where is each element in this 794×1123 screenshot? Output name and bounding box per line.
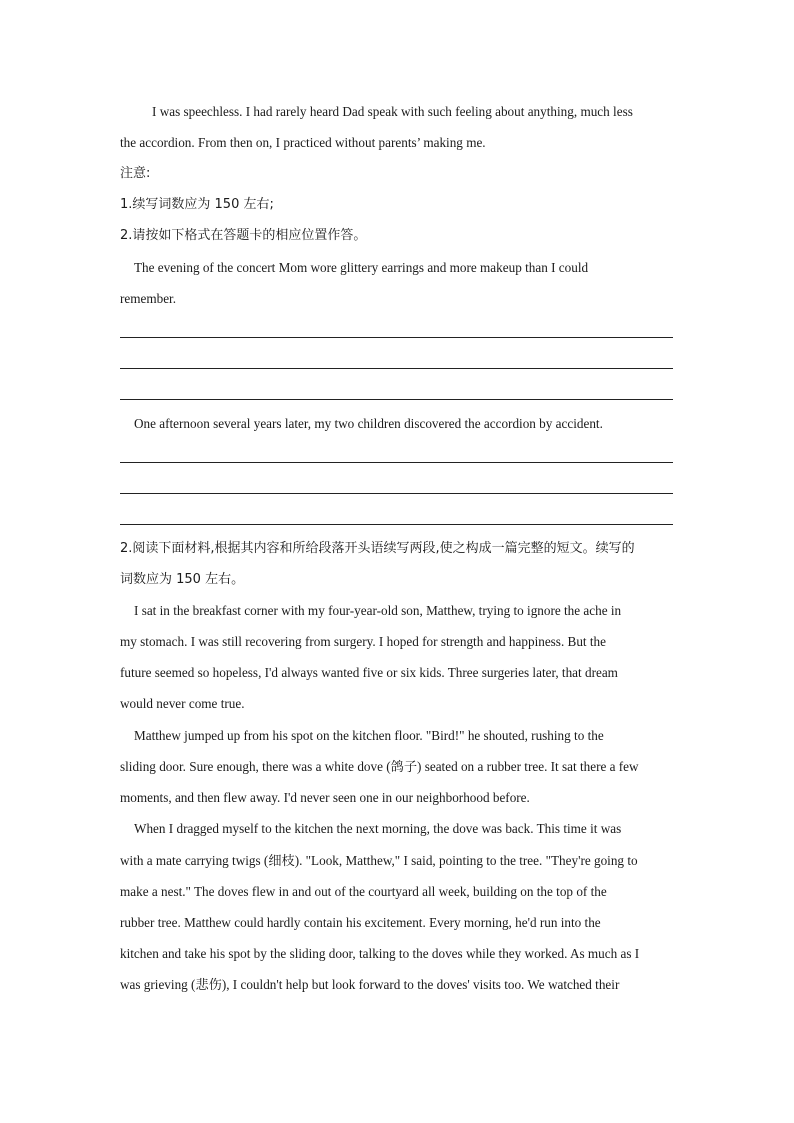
answer-line-6: [120, 524, 673, 525]
answer-line-2: [120, 368, 673, 369]
notes-heading: 注意:: [120, 166, 151, 181]
prompt1-line-2: remember.: [120, 291, 177, 306]
story-line-12: kitchen and take his spot by the sliding door, talking to the doves while they worked. As much as I: [120, 946, 640, 961]
answer-line-4: [120, 462, 673, 463]
notes-item-1: 1.续写词数应为 150 左右;: [120, 197, 274, 212]
answer-line-1: [120, 337, 673, 338]
story-line-1: I sat in the breakfast corner with my four-year-old son, Matthew, trying to ignore the ache in: [134, 603, 622, 618]
story-line-7: moments, and then flew away. I'd never seen one in our neighborhood before.: [120, 790, 530, 805]
task2-line-1: 2.阅读下面材料,根据其内容和所给段落开头语续写两段,使之构成一篇完整的短文。续写的: [120, 541, 635, 556]
prompt1-line-1: The evening of the concert Mom wore glittery earrings and more makeup than I could: [134, 260, 589, 275]
passage1-line-2: the accordion. From then on, I practiced without parents’ making me.: [120, 135, 486, 150]
story-line-3: future seemed so hopeless, I'd always wanted five or six kids. Three surgeries later, that dream: [120, 665, 618, 680]
story-line-11: rubber tree. Matthew could hardly contain his excitement. Every morning, he'd run into the: [120, 915, 601, 930]
story-line-8: When I dragged myself to the kitchen the next morning, the dove was back. This time it was: [134, 821, 622, 836]
story-line-5: Matthew jumped up from his spot on the kitchen floor. "Bird!" he shouted, rushing to the: [134, 728, 604, 743]
answer-line-5: [120, 493, 673, 494]
notes-item-2: 2.请按如下格式在答题卡的相应位置作答。: [120, 228, 367, 243]
story-line-6: sliding door. Sure enough, there was a white dove (鸽子) seated on a rubber tree. It sat there a few: [120, 759, 639, 774]
story-line-10: make a nest." The doves flew in and out of the courtyard all week, building on the top of the: [120, 884, 607, 899]
story-line-4: would never come true.: [120, 696, 245, 711]
task2-line-2: 词数应为 150 左右。: [120, 572, 245, 587]
story-line-13: was grieving (悲伤), I couldn't help but look forward to the doves' visits too. We watched their: [120, 977, 620, 992]
story-line-2: my stomach. I was still recovering from surgery. I hoped for strength and happiness. But the: [120, 634, 606, 649]
answer-line-3: [120, 399, 673, 400]
story-line-9: with a mate carrying twigs (细枝). "Look, Matthew," I said, pointing to the tree. "They're going to: [120, 853, 638, 868]
passage1-line-1: I was speechless. I had rarely heard Dad speak with such feeling about anything, much less: [152, 104, 633, 119]
prompt2-line: One afternoon several years later, my two children discovered the accordion by accident.: [134, 416, 603, 431]
